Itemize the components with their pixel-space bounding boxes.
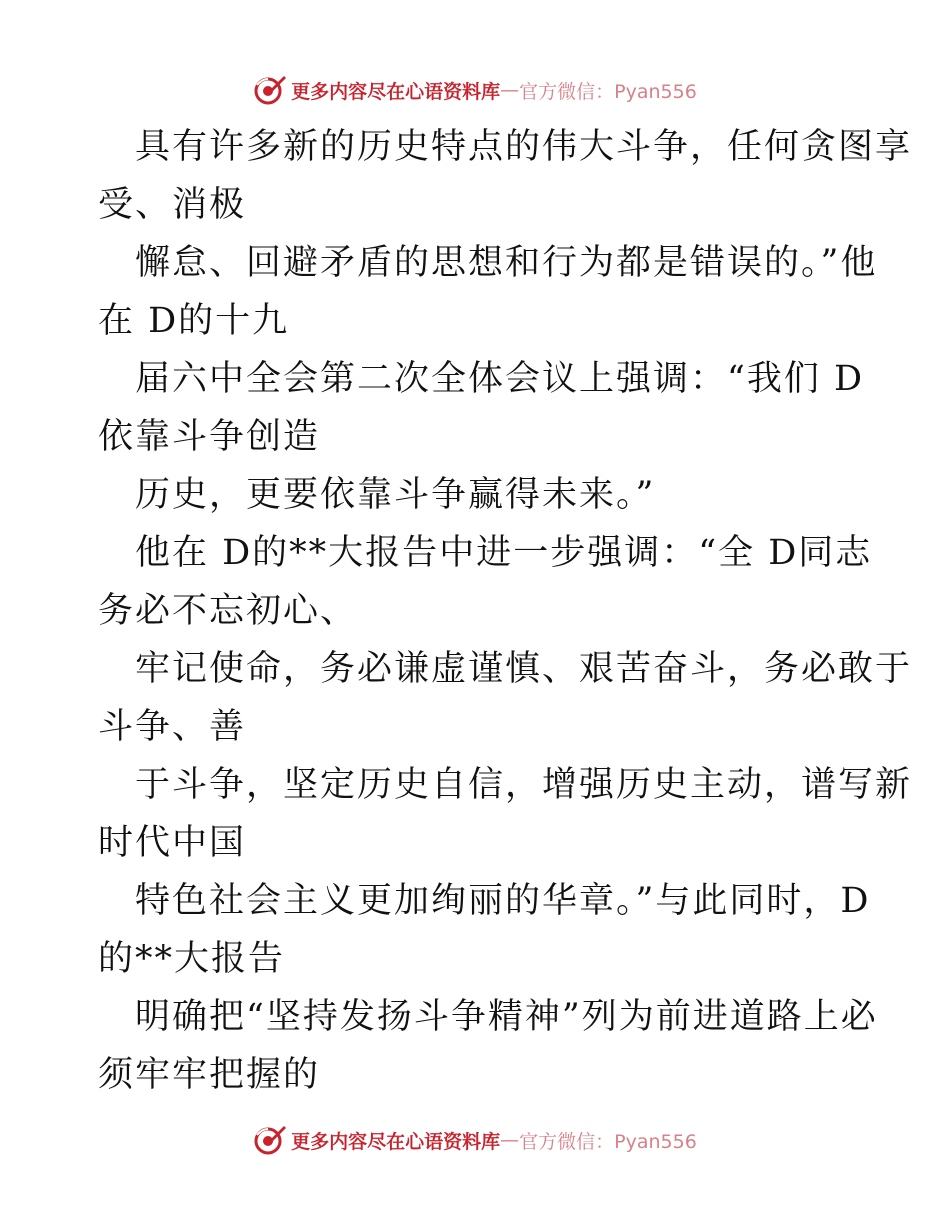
footer-banner bbox=[0, 1120, 950, 1160]
pen-logo-icon bbox=[253, 73, 287, 107]
text-line: 时代中国 bbox=[98, 823, 247, 863]
text-line: 受、消极 bbox=[98, 185, 247, 225]
text-line: 具有许多新的历史特点的伟大斗争，任何贪图享 bbox=[135, 127, 913, 167]
banner-title: 更多内容尽在心语资料库 bbox=[291, 80, 501, 103]
text-line: 在 D的十九 bbox=[98, 301, 290, 341]
text-line: 于斗争，坚定历史自信，增强历史主动，谱写新 bbox=[135, 765, 913, 805]
text-line: 斗争、善 bbox=[98, 707, 247, 747]
banner-wechat: 官方微信：Pyan556 bbox=[519, 80, 697, 103]
text-line: 的**大报告 bbox=[98, 939, 286, 979]
document-body bbox=[98, 118, 913, 1104]
text-line: 依靠斗争创造 bbox=[98, 417, 321, 457]
text-line: 懈怠、回避矛盾的思想和行为都是错误的。”他 bbox=[135, 243, 878, 283]
text-line: 须牢牢把握的 bbox=[98, 1055, 321, 1095]
text-line: 牢记使命，务必谦虚谨慎、艰苦奋斗，务必敢于 bbox=[135, 649, 913, 689]
text-line: 务必不忘初心、 bbox=[98, 591, 358, 631]
text-line: 他在 D的**大报告中进一步强调：“全 D同志 bbox=[135, 533, 873, 573]
text-line: 届六中全会第二次全体会议上强调：“我们 D bbox=[135, 359, 865, 399]
banner-dash: — bbox=[500, 79, 520, 101]
text-line: 特色社会主义更加绚丽的华章。”与此同时，D bbox=[135, 881, 871, 921]
banner-title: 更多内容尽在心语资料库 bbox=[291, 1130, 501, 1153]
text-line: 历史，更要依靠斗争赢得未来。” bbox=[135, 475, 656, 515]
text-line: 明确把“坚持发扬斗争精神”列为前进道路上必 bbox=[135, 997, 878, 1037]
banner-wechat: 官方微信：Pyan556 bbox=[519, 1130, 697, 1153]
header-banner bbox=[0, 70, 950, 110]
pen-logo-icon bbox=[253, 1123, 287, 1157]
banner-dash: — bbox=[500, 1129, 520, 1151]
